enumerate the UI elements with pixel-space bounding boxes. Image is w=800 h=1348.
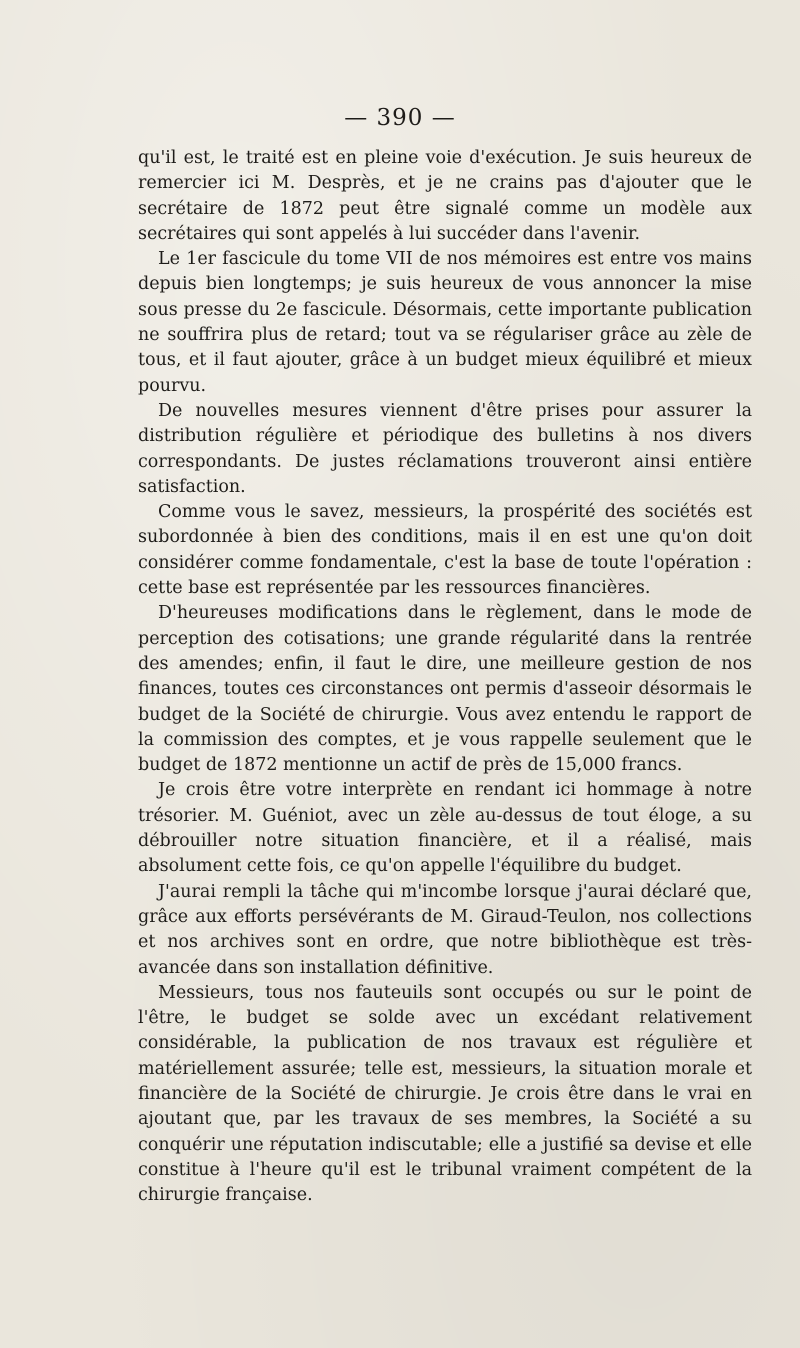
paragraph-4: Comme vous le savez, messieurs, la prospérité des sociétés est subordonnée à bien des conditions, mais il en est une qu'on doit considérer comme fondamentale, c'est la base de toute l'opération : cette base est représentée par les ressources financières. — [138, 502, 752, 599]
paragraph-8: Messieurs, tous nos fauteuils sont occupés ou sur le point de l'être, le budget se solde avec un excédant relativement considérable, la publication de nos travaux est régulière et matériellement assurée; telle est, messieurs, la situation morale et financière de la Société de chirurgie. Je crois être dans le vrai en ajoutant que, par les travaux de ses membres, la Société a su conquérir une réputation indiscutable; elle a justifié sa devise et elle constitue à l'heure qu'il est le tribunal vraiment compétent de la chirurgie française. — [138, 982, 752, 1206]
page-number: — 390 — — [344, 105, 456, 131]
paragraph-7: J'aurai rempli la tâche qui m'incombe lorsque j'aurai déclaré que, grâce aux efforts persévérants de M. Giraud-Teulon, nos collections et nos archives sont en ordre, que notre bibliothèque est très-avancée dans son installation définitive. — [138, 881, 752, 978]
paragraph-1: qu'il est, le traité est en pleine voie d'exécution. Je suis heureux de remercier ici M. Desprès, et je ne crains pas d'ajouter que le secrétaire de 1872 peut être signalé comme un modèle aux secrétaires qui sont appelés à lui succéder dans l'avenir. — [138, 148, 752, 244]
paragraph-6: Je crois être votre interprète en rendant ici hommage à notre trésorier. M. Guéniot, avec un zèle au-dessus de tout éloge, a su débrouiller notre situation financière, et il a réalisé, mais absolument cette fois, ce qu'on appelle l'équilibre du budget. — [138, 780, 752, 877]
paragraph-5: D'heureuses modifications dans le règlement, dans le mode de perception des cotisations; une grande régularité dans la rentrée des amendes; enfin, il faut le dire, une meilleure gestion de nos finances, toutes ces circonstances ont permis d'asseoir désormais le budget de la Société de chirurgie. Vous avez entendu le rapport de la commission des comptes, et je vous rappelle seulement que le budget de 1872 mentionne un actif de près de 15,000 francs. — [138, 603, 752, 776]
body-text — [138, 146, 752, 1208]
paragraph-3: De nouvelles mesures viennent d'être prises pour assurer la distribution régulière et périodique des bulletins à nos divers correspondants. De justes réclamations trouveront ainsi entière satisfaction. — [138, 400, 752, 497]
paragraph-2: Le 1er fascicule du tome VII de nos mémoires est entre vos mains depuis bien longtemps; je suis heureux de vous annoncer la mise sous presse du 2e fascicule. Désormais, cette importante publication ne souffrira plus de retard; tout va se régulariser grâce au zèle de tous, et il faut ajouter, grâce à un budget mieux équilibré et mieux pourvu. — [138, 249, 752, 396]
